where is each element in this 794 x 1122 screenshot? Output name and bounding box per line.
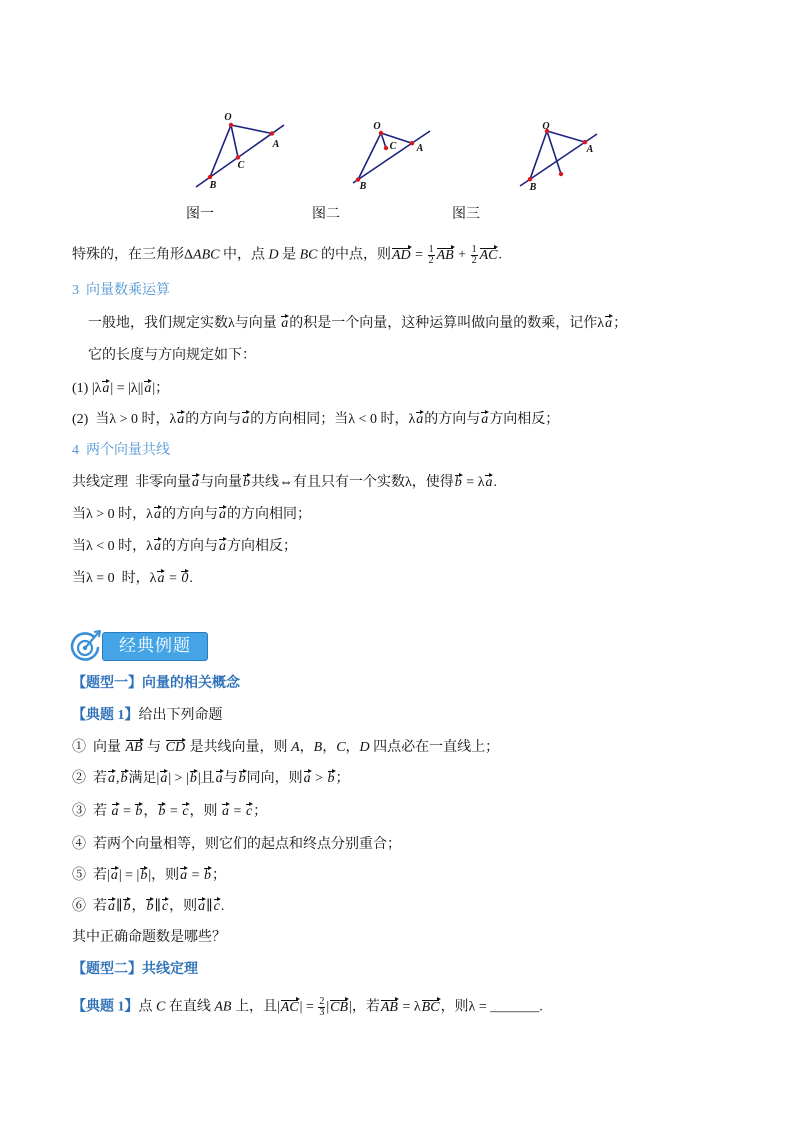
text-run: 与 bbox=[143, 740, 165, 755]
fraction bbox=[471, 245, 478, 266]
text-run: = bbox=[165, 571, 181, 586]
math-variable: C bbox=[336, 740, 346, 755]
text-run: (2) 当λ > 0 时，λ bbox=[72, 412, 177, 427]
vector-symbol: AB bbox=[380, 999, 398, 1015]
point-c bbox=[384, 146, 388, 150]
text-run: = bbox=[411, 247, 427, 263]
label-b: B bbox=[209, 180, 217, 191]
target-arrow-icon bbox=[67, 628, 103, 664]
section-3-heading: 3 向量数乘运算 bbox=[72, 283, 170, 298]
text-run: 的积是一个向量，这种运算叫做向量的数乘，记作λ bbox=[289, 316, 605, 331]
text-run: | > | bbox=[168, 771, 189, 786]
segment-oa bbox=[381, 133, 412, 143]
vector-symbol: b bbox=[140, 868, 148, 883]
text-run: 中，点 bbox=[219, 247, 269, 263]
vector-symbol: a bbox=[180, 868, 188, 883]
math-variable: AB bbox=[214, 999, 232, 1015]
text-run: = bbox=[188, 868, 204, 883]
label-a: A bbox=[416, 143, 424, 154]
proposition-3 bbox=[72, 802, 267, 822]
text-run: |，则 bbox=[148, 868, 180, 883]
vector-symbol: BC bbox=[421, 999, 440, 1015]
vector-symbol: a bbox=[160, 771, 168, 786]
text-run: |； bbox=[152, 381, 170, 396]
text-run: 四点必在一直线上； bbox=[369, 740, 500, 755]
math-variable: ABC bbox=[193, 247, 220, 263]
label-o: O bbox=[373, 121, 381, 132]
text-run: . bbox=[498, 247, 502, 263]
label-a: A bbox=[586, 144, 594, 155]
text-run: = bbox=[166, 804, 182, 819]
text-run: ③ 若 bbox=[72, 804, 111, 819]
proposition-6 bbox=[72, 897, 224, 917]
text-run: 共线定理 非零向量 bbox=[72, 475, 191, 490]
midpoint-formula-line bbox=[72, 245, 502, 265]
type-1-heading: 【题型一】向量的相关概念 bbox=[72, 676, 240, 691]
text-run: 特殊的，在三角形Δ bbox=[72, 247, 194, 263]
text-run: ； bbox=[253, 804, 268, 819]
label-a: A bbox=[272, 139, 280, 150]
proposition-2 bbox=[72, 769, 350, 789]
point-b bbox=[208, 175, 212, 179]
label-b: B bbox=[529, 182, 537, 193]
text-run: = bbox=[119, 804, 135, 819]
text-run: 是共线向量，则 bbox=[186, 740, 292, 755]
vector-symbol: AB bbox=[125, 740, 143, 755]
proposition-1 bbox=[72, 738, 499, 758]
text-run: 上，且| bbox=[231, 999, 280, 1015]
vector-symbol: a bbox=[222, 804, 230, 819]
text-run: ， bbox=[299, 740, 314, 755]
text-run: > bbox=[311, 771, 327, 786]
text-run: ； bbox=[335, 771, 350, 786]
text-run: . bbox=[220, 899, 225, 914]
math-variable: C bbox=[156, 999, 166, 1015]
segment-oc bbox=[381, 133, 386, 148]
vector-symbol: 0 bbox=[181, 571, 189, 586]
type-2-example bbox=[72, 997, 543, 1017]
text-run: ⑤ 若| bbox=[72, 868, 110, 883]
vector-symbol: a bbox=[102, 381, 110, 396]
text-run: 是 bbox=[278, 247, 300, 263]
vector-symbol: CB bbox=[330, 999, 349, 1015]
segment-oa bbox=[231, 125, 272, 134]
line-ab bbox=[353, 131, 430, 183]
proposition-4 bbox=[72, 835, 401, 855]
text-run: 的中点，则 bbox=[317, 247, 391, 263]
text-run: 当λ = 0 时，λ bbox=[72, 571, 157, 586]
vector-symbol: b bbox=[120, 771, 128, 786]
text-run: , bbox=[116, 771, 120, 786]
figure-1-diagram bbox=[190, 105, 290, 195]
text-run: ，则 bbox=[169, 899, 198, 914]
vector-symbol: AC bbox=[479, 247, 498, 263]
vector-symbol: a bbox=[303, 771, 311, 786]
text-run: 一般地，我们规定实数λ与向量 bbox=[88, 316, 281, 331]
text-run: 与向量 bbox=[200, 475, 242, 490]
text-run: 在直线 bbox=[165, 999, 215, 1015]
vector-symbol: a bbox=[215, 771, 223, 786]
text-run: ， bbox=[345, 740, 360, 755]
text-run: ，则λ = bbox=[440, 999, 491, 1015]
vector-symbol: b bbox=[238, 771, 246, 786]
text-run: ， bbox=[322, 740, 337, 755]
figure-1-caption: 图一 bbox=[186, 207, 214, 222]
text-run: ∥ bbox=[116, 899, 123, 914]
text-run: = λ bbox=[462, 475, 485, 490]
text-run: | = |λ|| bbox=[110, 381, 144, 396]
text-run: 共线⇔有且只有一个实数λ，使得 bbox=[251, 475, 454, 490]
vector-symbol: a bbox=[281, 316, 289, 331]
vector-symbol: AC bbox=[280, 999, 299, 1015]
fraction-denominator: 2 bbox=[428, 255, 434, 266]
segment-o-extended bbox=[547, 131, 561, 174]
text-run: 当λ < 0 时，λ bbox=[72, 539, 153, 554]
fraction-numerator: 1 bbox=[428, 244, 434, 255]
examples-banner: 经典例题 bbox=[102, 632, 208, 661]
segment-oa bbox=[547, 131, 585, 142]
collinear-theorem bbox=[72, 473, 497, 493]
fraction-numerator: 1 bbox=[471, 244, 477, 255]
vector-symbol: b bbox=[158, 804, 166, 819]
segment-ob bbox=[530, 131, 547, 179]
vector-symbol: b bbox=[243, 475, 250, 490]
math-variable: D bbox=[359, 740, 370, 755]
point-b bbox=[528, 177, 532, 181]
vector-symbol: a bbox=[605, 316, 613, 331]
text-run: 当λ > 0 时，λ bbox=[72, 507, 153, 522]
label-o: O bbox=[224, 112, 232, 123]
proposition-5 bbox=[72, 866, 226, 886]
rule-direction bbox=[72, 410, 559, 430]
point-extended bbox=[559, 172, 563, 176]
fraction-numerator: 2 bbox=[319, 996, 325, 1007]
point-a bbox=[410, 141, 414, 145]
vector-symbol: a bbox=[157, 571, 165, 586]
math-variable: A bbox=[291, 740, 300, 755]
text-run: 的方向相同； bbox=[226, 507, 311, 522]
text-run: . bbox=[493, 475, 497, 490]
text-run: 同向，则 bbox=[246, 771, 303, 786]
vector-symbol: b bbox=[135, 804, 143, 819]
text-run: 方向相反； bbox=[489, 412, 560, 427]
vector-symbol: AD bbox=[391, 247, 411, 263]
figure-2-diagram bbox=[345, 105, 445, 195]
text-run: 给出下列命题 bbox=[138, 708, 223, 723]
text-run: | bbox=[326, 999, 330, 1015]
text-run: = bbox=[230, 804, 245, 819]
vector-symbol: b bbox=[189, 771, 197, 786]
text-run: . bbox=[189, 571, 193, 586]
text-run: = λ bbox=[398, 999, 421, 1015]
text-run: (1) |λ bbox=[72, 381, 102, 396]
point-o bbox=[229, 123, 233, 127]
vector-symbol: c bbox=[161, 899, 169, 914]
text-run: ， bbox=[131, 899, 146, 914]
text-run: _______ bbox=[490, 999, 540, 1015]
type-1-question: 其中正确命题数是哪些？ bbox=[72, 930, 226, 945]
case-lambda-positive bbox=[72, 505, 311, 525]
figure-3-diagram bbox=[510, 105, 610, 195]
vector-symbol: b bbox=[327, 771, 335, 786]
math-variable: B bbox=[313, 740, 323, 755]
text-run: 与 bbox=[223, 771, 238, 786]
vector-symbol: a bbox=[416, 412, 424, 427]
vector-symbol: c bbox=[213, 899, 220, 914]
math-variable: D bbox=[268, 247, 279, 263]
text-run: | = | bbox=[118, 868, 140, 883]
fraction-denominator: 3 bbox=[319, 1007, 325, 1018]
case-lambda-negative bbox=[72, 537, 297, 557]
text-run: 的方向与 bbox=[424, 412, 481, 427]
text-run: 的方向与 bbox=[185, 412, 242, 427]
text-run: ， bbox=[143, 804, 158, 819]
vector-symbol: a bbox=[198, 899, 206, 914]
vector-symbol: a bbox=[218, 507, 226, 522]
point-a bbox=[270, 131, 274, 135]
vector-symbol: a bbox=[218, 539, 226, 554]
label-o: O bbox=[542, 121, 550, 132]
vector-symbol: a bbox=[242, 412, 250, 427]
text-run: . bbox=[539, 999, 543, 1015]
scalar-multiplication-definition bbox=[88, 314, 627, 334]
rule-intro: 它的长度与方向规定如下： bbox=[88, 348, 256, 363]
text-run: |，若 bbox=[349, 999, 380, 1015]
vector-symbol: a bbox=[110, 868, 118, 883]
figure-3-caption: 图三 bbox=[452, 207, 480, 222]
type-2-heading: 【题型二】共线定理 bbox=[72, 962, 198, 977]
text-run: 方向相反； bbox=[226, 539, 297, 554]
text-run: ∥ bbox=[154, 899, 161, 914]
vector-symbol: a bbox=[144, 381, 152, 396]
text-run: ； bbox=[212, 868, 227, 883]
vector-symbol: a bbox=[481, 412, 489, 427]
example-tag: 【典题 1】 bbox=[72, 708, 139, 723]
text-run: 的方向相同；当λ < 0 时，λ bbox=[250, 412, 416, 427]
label-c: C bbox=[237, 160, 245, 171]
math-variable: BC bbox=[299, 247, 318, 263]
text-run: + bbox=[454, 247, 470, 263]
text-run: ⑥ 若 bbox=[72, 899, 107, 914]
section-4-heading: 4 两个向量共线 bbox=[72, 443, 170, 458]
text-run: | = bbox=[299, 999, 318, 1015]
text-run: 的方向与 bbox=[161, 507, 218, 522]
segment-oc bbox=[231, 125, 238, 157]
vector-symbol: b bbox=[146, 899, 154, 914]
text-run: 的方向与 bbox=[161, 539, 218, 554]
label-b: B bbox=[359, 181, 367, 192]
fraction bbox=[318, 997, 325, 1018]
text-run: ； bbox=[613, 316, 628, 331]
vector-symbol: a bbox=[485, 475, 493, 490]
vector-symbol: a bbox=[108, 899, 115, 914]
vector-symbol: a bbox=[153, 539, 161, 554]
vector-symbol: b bbox=[454, 475, 462, 490]
vector-symbol: a bbox=[111, 804, 119, 819]
rule-length bbox=[72, 379, 169, 399]
text-run: ∥ bbox=[206, 899, 213, 914]
text-run: ② 若 bbox=[72, 771, 107, 786]
point-c bbox=[236, 155, 240, 159]
vector-symbol: a bbox=[177, 412, 185, 427]
vector-symbol: AB bbox=[436, 247, 454, 263]
vector-symbol: b bbox=[204, 868, 212, 883]
text-run: ，则 bbox=[189, 804, 222, 819]
text-run: 满足| bbox=[128, 771, 160, 786]
label-c: C bbox=[389, 141, 397, 152]
vector-symbol: CD bbox=[165, 740, 186, 755]
vector-symbol: a bbox=[108, 771, 115, 786]
figure-2-caption: 图二 bbox=[312, 207, 340, 222]
text-run: 点 bbox=[138, 999, 156, 1015]
vector-symbol: a bbox=[153, 507, 161, 522]
vector-symbol: a bbox=[192, 475, 199, 490]
vector-symbol: b bbox=[123, 899, 131, 914]
fraction-denominator: 2 bbox=[471, 255, 477, 266]
text-run: ④ 若两个向量相等，则它们的起点和终点分别重合； bbox=[72, 837, 401, 852]
text-run: |且 bbox=[197, 771, 215, 786]
text-run: ① 向量 bbox=[72, 740, 125, 755]
vector-symbol: c bbox=[245, 804, 253, 819]
vector-symbol: c bbox=[182, 804, 189, 819]
case-lambda-zero bbox=[72, 569, 193, 589]
fraction bbox=[428, 245, 435, 266]
type-1-example-intro bbox=[72, 706, 223, 726]
example-tag: 【典题 1】 bbox=[72, 999, 139, 1015]
